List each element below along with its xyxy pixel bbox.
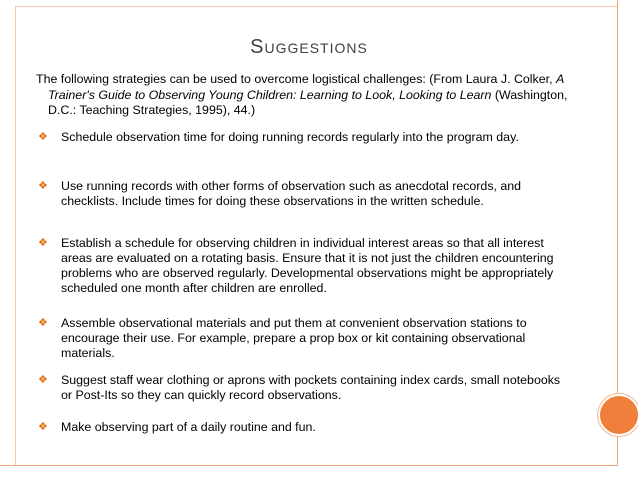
bullet-item [38,373,573,403]
bullet-item [38,179,573,209]
slide-bottom-margin [0,466,638,479]
bullet-item [38,236,573,296]
slide-title: Suggestions [250,36,368,58]
diamond-bullet-icon: ❖ [38,374,48,386]
diamond-bullet-icon: ❖ [38,180,48,192]
bullet-text: Suggest staff wear clothing or aprons with pockets containing index cards, small notebooks or Post-Its so they can quickly record observations. [61,373,561,402]
diamond-bullet-icon: ❖ [38,421,48,433]
intro-book-title: A Trainer's Guide to Observing Young Children: Learning to Look, Looking to Learn [48,72,564,102]
diamond-bullet-icon: ❖ [38,131,48,143]
bullet-item [38,130,573,145]
bullet-text: Schedule observation time for doing running records regularly into the program day. [61,130,519,144]
intro-tail: (Washington, D.C.: Teaching Strategies, 1995), 44.) [48,87,568,117]
intro-lead: The following strategies can be used to overcome logistical challenges: (From Laura J. Colker, [36,72,556,86]
bullet-item [38,420,573,435]
bullet-text: Establish a schedule for observing children in individual interest areas so that all interest areas are evaluated on a rotating basis. Ensure that it is not just the children encountering problems who are observed regularly. Developmental observations might be appropriately scheduled one month after children are enrolled. [61,236,554,295]
diamond-bullet-icon: ❖ [38,317,48,329]
slide-left-margin [0,0,15,479]
diamond-bullet-icon: ❖ [38,237,48,249]
bullet-item [38,316,573,361]
bullet-text: Make observing part of a daily routine and fun. [61,420,316,434]
bullet-text: Use running records with other forms of observation such as anecdotal records, and checklists. Include times for doing these observations in the written schedule. [61,179,522,208]
bullet-text: Assemble observational materials and put them at convenient observation stations to encourage their use. For example, prepare a prop box or kit containing observational materials. [61,316,527,360]
intro-paragraph [36,72,576,119]
orange-circle-ornament [598,394,638,436]
